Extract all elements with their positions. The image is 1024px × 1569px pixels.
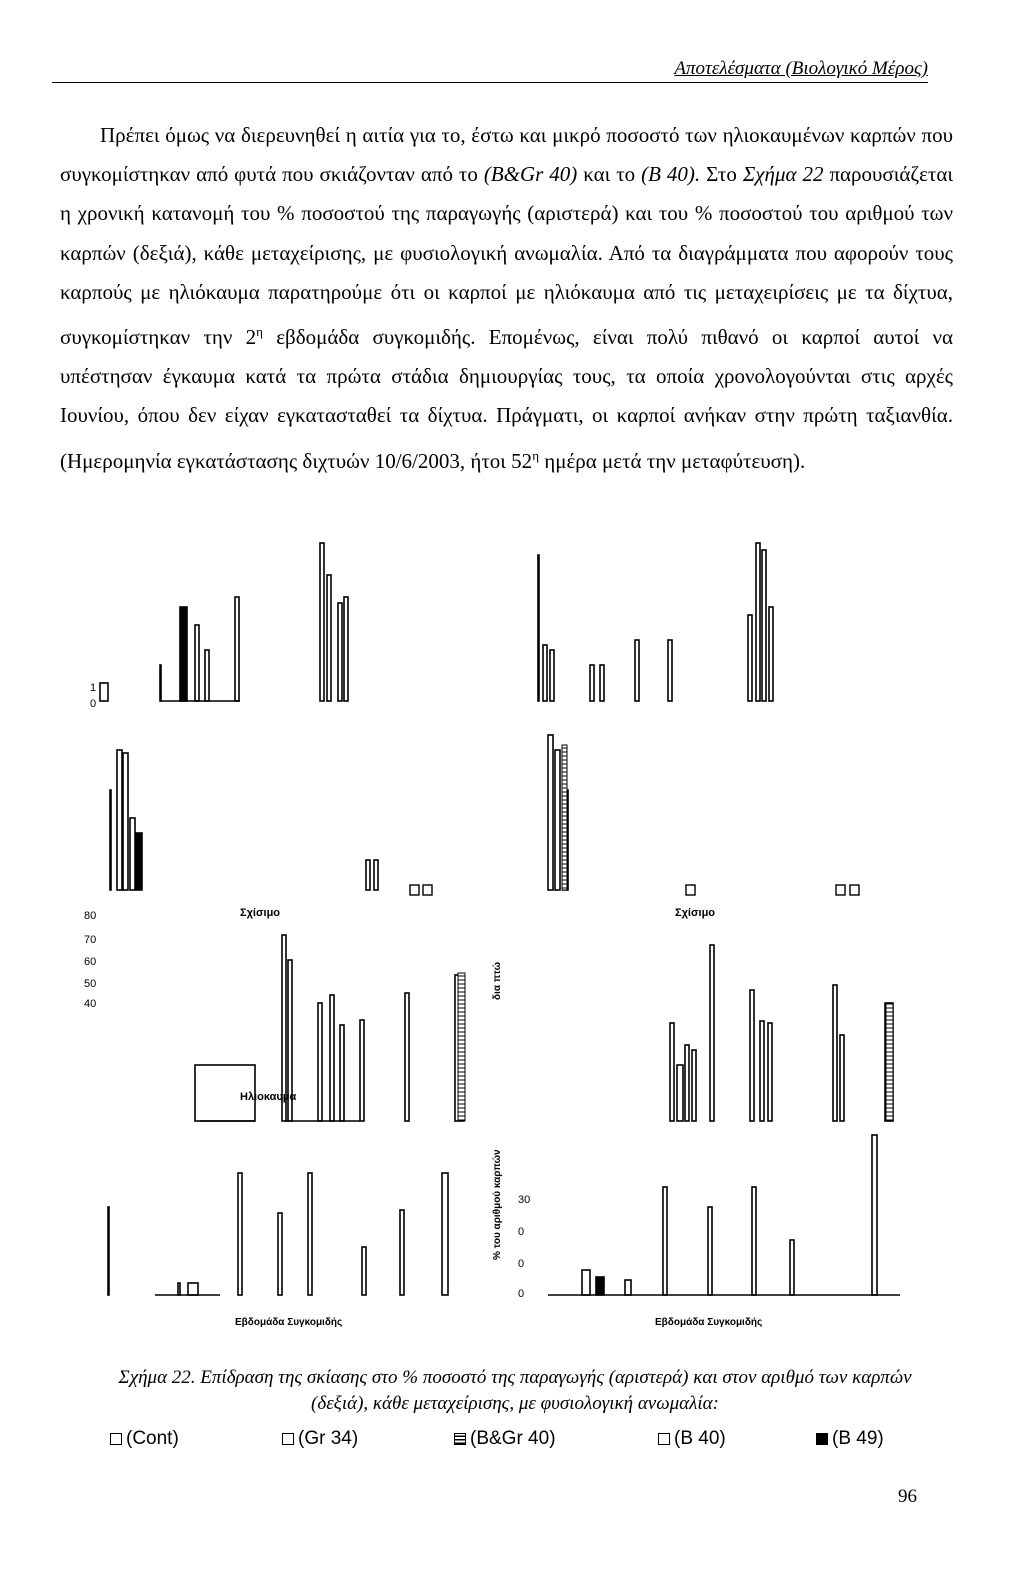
caption-text: Επίδραση της σκίασης στο % ποσοστό της παραγωγής (αριστερά) και στον αριθμό των καρπών (δεξιά), κάθε μεταχείρισης, με φυσιολογική ανωμαλία: <box>200 1367 912 1414</box>
text-run: παρουσιάζεται η χρονική κατανομή του % ποσοστού της παραγωγής (αριστερά) και του % ποσοστού του αριθμού των καρπών (δεξιά), κάθε μεταχείρισης, με φυσιολογική ανωμαλία. Από τα διαγράμματα που αφορούν τους καρπούς με ηλιόκαυμα παρατηρούμε ότι οι καρποί με ηλιόκαυμα από τις μεταχειρίσεις με τα δίχτυα, συγκομίστηκαν την 2 <box>60 162 953 350</box>
text-run: Στο <box>706 162 737 187</box>
y-axis-label: % του αριθμού καρπών <box>492 1149 503 1260</box>
figure-legend <box>110 1428 910 1458</box>
legend-glyphs <box>410 885 859 895</box>
figure-caption <box>100 1365 930 1417</box>
tick-label: 0 <box>518 1226 525 1238</box>
figure-22 <box>60 535 960 1345</box>
tick-label: 60 <box>84 956 97 968</box>
legend-label: (B 49) <box>832 1428 884 1449</box>
tick-label: 30 <box>518 1194 531 1206</box>
x-axis-label: Εβδομάδα Συγκομιδής <box>235 1317 343 1328</box>
running-header <box>52 58 928 83</box>
legend-item <box>454 1428 556 1450</box>
tick-label: 40 <box>84 998 97 1010</box>
body-paragraph <box>60 116 953 481</box>
text-em: (B 40). <box>641 162 701 187</box>
tick-label: 80 <box>84 910 97 922</box>
text-run: και το <box>583 162 636 187</box>
y-axis-label: δια πτώ <box>492 961 503 1000</box>
x-axis-label: Εβδομάδα Συγκομιδής <box>655 1317 763 1328</box>
superscript: η <box>256 324 263 340</box>
legend-label: (B 40) <box>674 1428 726 1449</box>
legend-swatch-icon <box>110 1433 122 1445</box>
text-run: ημέρα μετά την μεταφύτευση). <box>544 448 806 473</box>
superscript: η <box>532 447 539 463</box>
figure-graphic <box>60 535 960 1345</box>
page-number: 96 <box>898 1486 917 1507</box>
text-run: εβδομάδα συγκομιδής. Επομένως, είναι πολύ πιθανό οι καρποί αυτοί να υπέστησαν έγκαυμα κατά τα πρώτα στάδια δημιουργίας τους, τα οποία χρονολογούνται στις αρχές Ιουνίου, όπου δεν είχαν εγκατασταθεί τα δίχτυα. Πράγματι, οι καρποί ανήκαν στην πρώτη ταξιανθία. (Ημερομηνία εγκατάστασης διχτυών 10/6/2003, ήτοι 52 <box>60 325 953 473</box>
panel-label: Σχίσιμο <box>675 907 716 919</box>
tick-label: 50 <box>84 978 97 990</box>
text-em: (B&Gr 40) <box>483 162 578 187</box>
tick-label: 0 <box>518 1258 525 1270</box>
tick-label: 1 <box>90 682 97 694</box>
panel-label: Σχίσιμο <box>240 907 281 919</box>
legend-label: (Cont) <box>126 1428 179 1449</box>
panel-label: Ηλιοκαυμα <box>240 1091 297 1103</box>
tick-label: 0 <box>518 1288 525 1300</box>
text-run: Πρέπει όμως να διερευνηθεί η αιτία για το, έστω και μικρό ποσοστό των ηλιοκαυμένων καρπών που συγκομίστηκαν από φυτά που σκιάζονταν από το <box>60 123 953 187</box>
legend-item <box>282 1428 358 1450</box>
legend-label: (Gr 34) <box>298 1428 359 1449</box>
caption-lead: Σχήμα 22. <box>118 1367 196 1388</box>
tick-label: 70 <box>84 934 97 946</box>
legend-label: (B&Gr 40) <box>470 1428 556 1449</box>
legend-item <box>816 1428 884 1450</box>
legend-swatch-icon <box>658 1433 670 1445</box>
tick-label: 0 <box>90 698 97 710</box>
legend-swatch-icon <box>816 1433 828 1445</box>
running-title: Αποτελέσματα (Βιολογικό Μέρος) <box>674 58 928 79</box>
legend-swatch-icon <box>454 1433 466 1445</box>
text-em: Σχήμα 22 <box>742 162 824 187</box>
hatched-bars <box>458 745 893 1121</box>
legend-swatch-icon <box>282 1433 294 1445</box>
legend-item <box>658 1428 726 1450</box>
legend-item <box>110 1428 179 1450</box>
